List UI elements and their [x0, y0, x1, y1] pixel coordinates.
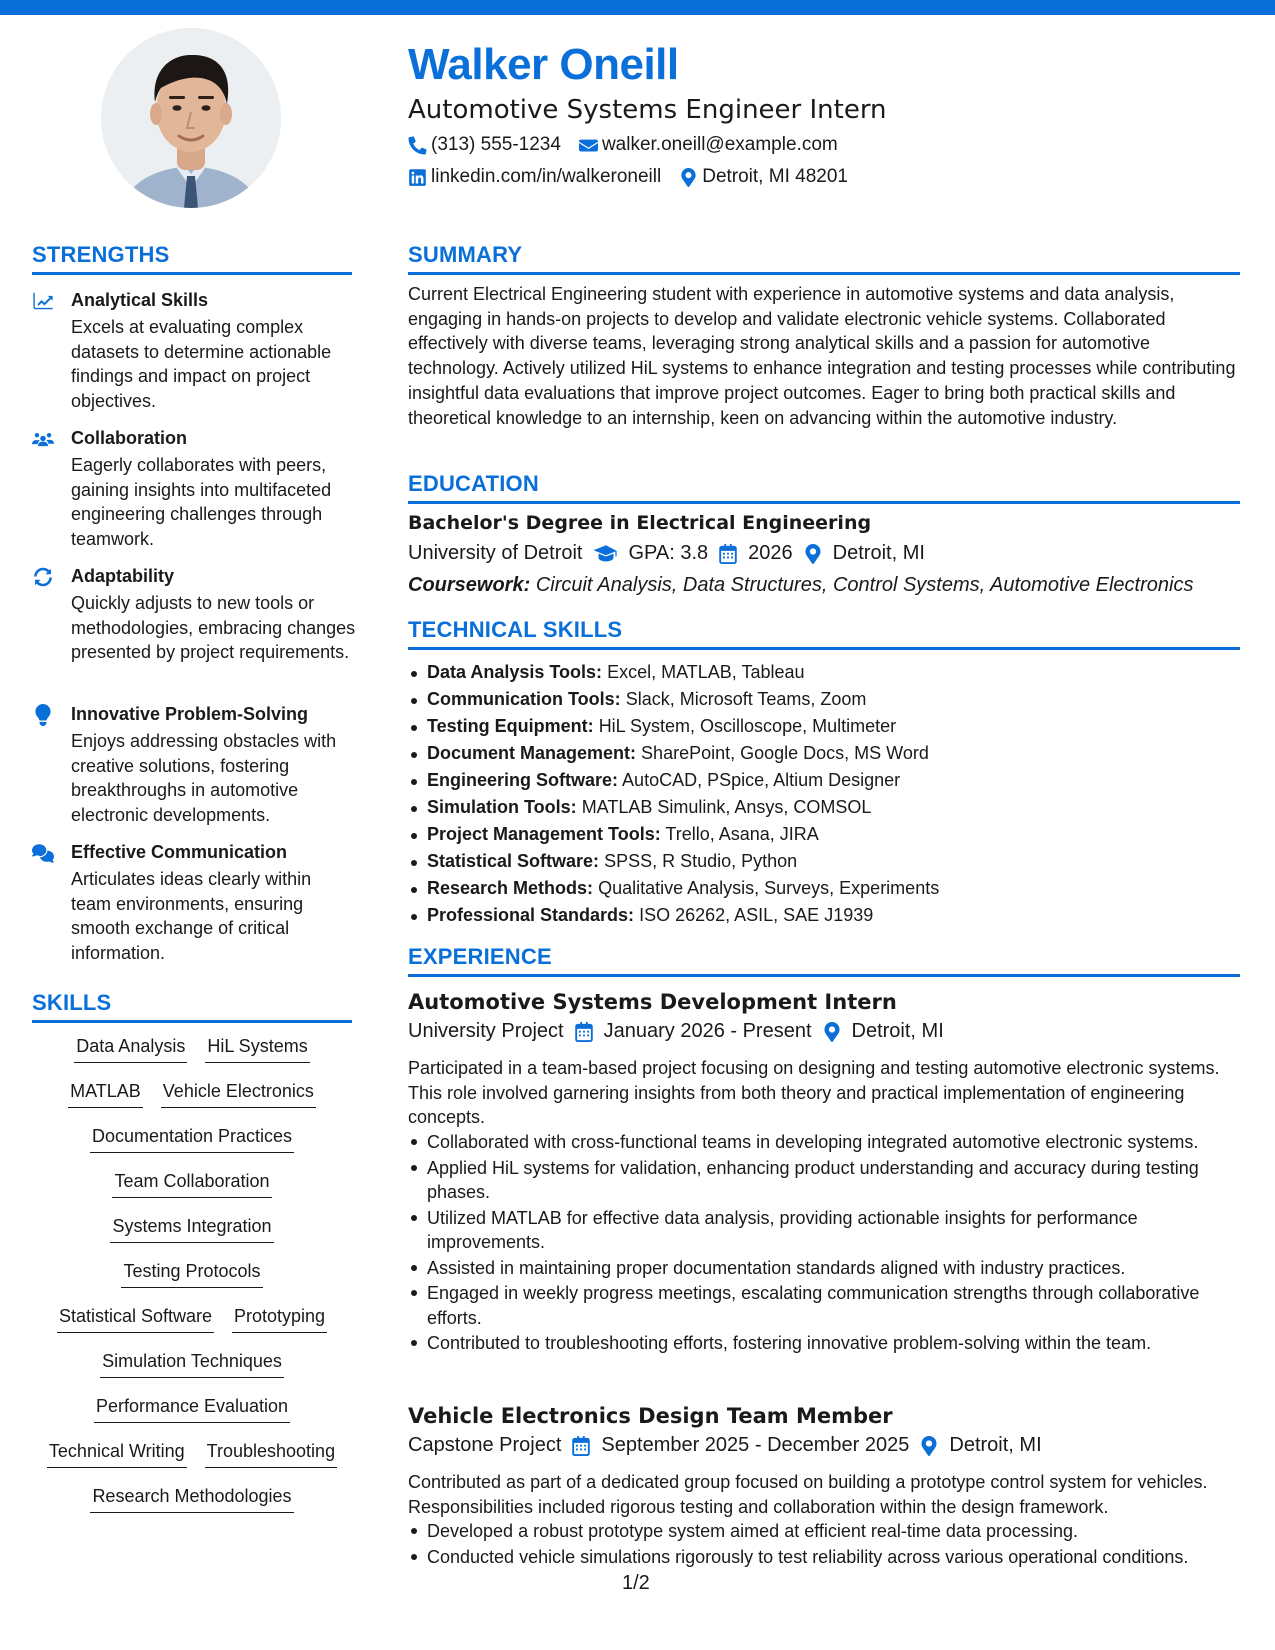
- summary-heading: SUMMARY: [408, 242, 1240, 275]
- calendar-icon: [571, 1436, 591, 1456]
- skill-row: [32, 1171, 352, 1216]
- summary-text: Current Electrical Engineering student with experience in automotive systems and data analysis, engaging in hands-on projects to develop and validate electronic vehicle systems. Collaborated effectively with diverse teams, leveraging strong analytical skills and a passion for automotive technology. Actively utilized HiL systems to enhance integration and testing processes while contributing insightful data evaluations that improve project outcomes. Eager to bring both practical skills and theoretical knowledge to an internship, keen on advancing within the automotive industry.: [408, 284, 1236, 428]
- phone-icon: [408, 136, 427, 155]
- linkedin-text: linkedin.com/in/walkeroneill: [431, 166, 662, 187]
- education-meta: [408, 542, 925, 565]
- list-item: [408, 851, 1240, 878]
- tech-label: Testing Equipment:: [427, 716, 594, 736]
- tech-value: HiL System, Oscilloscope, Multimeter: [598, 716, 897, 736]
- map-pin-icon: [679, 168, 698, 187]
- tech-label: Communication Tools:: [427, 689, 621, 709]
- skills-list: [32, 1036, 352, 1531]
- candidate-name: Walker Oneill: [408, 40, 679, 89]
- tech-value: Trello, Asana, JIRA: [665, 824, 819, 844]
- list-item: [408, 689, 1240, 716]
- skill-row: [32, 1351, 352, 1396]
- profile-photo: [101, 28, 281, 208]
- linkedin-contact[interactable]: [408, 166, 661, 188]
- list-item: [408, 716, 1240, 743]
- skill-chip: Simulation Techniques: [100, 1351, 284, 1378]
- list-item: [408, 770, 1240, 797]
- job-org: University Project: [408, 1020, 564, 1042]
- coursework-text: Circuit Analysis, Data Structures, Control Systems, Automotive Electronics: [535, 574, 1194, 596]
- list-item: Collaborated with cross-functional teams in developing integrated automotive electronic systems.: [408, 1130, 1240, 1155]
- map-pin-icon: [822, 1022, 842, 1042]
- list-item: Developed a robust prototype system aimed at efficient real-time data processing.: [408, 1519, 1240, 1544]
- skill-row: [32, 1036, 352, 1081]
- job-dates: September 2025 - December 2025: [601, 1434, 910, 1456]
- skills-heading: SKILLS: [32, 990, 352, 1023]
- job-title-1: Automotive Systems Development Intern: [408, 990, 897, 1014]
- list-item: [408, 905, 1240, 932]
- skill-chip: Testing Protocols: [121, 1261, 262, 1288]
- map-pin-icon: [919, 1436, 939, 1456]
- envelope-icon: [579, 136, 598, 155]
- skill-chip: Data Analysis: [74, 1036, 187, 1063]
- strength-title: Effective Communication: [71, 842, 288, 862]
- skill-row: [32, 1081, 352, 1126]
- skill-chip: Systems Integration: [110, 1216, 273, 1243]
- strength-title: Adaptability: [71, 566, 175, 586]
- graduation-year: 2026: [748, 542, 793, 564]
- list-item: [408, 662, 1240, 689]
- strength-desc: Articulates ideas clearly within team environments, ensuring smooth exchange of critical information.: [71, 869, 312, 963]
- lightbulb-icon: [32, 704, 56, 728]
- strength-desc: Enjoys addressing obstacles with creative solutions, fostering breakthroughs in automotive electronic developments.: [71, 731, 337, 825]
- job-bullets-1: [408, 1130, 1240, 1357]
- strength-desc: Quickly adjusts to new tools or methodologies, embracing changes presented by project requirements.: [71, 593, 356, 662]
- job-title-2: Vehicle Electronics Design Team Member: [408, 1404, 893, 1428]
- location-text: Detroit, MI 48201: [702, 166, 848, 187]
- strength-title: Innovative Problem-Solving: [71, 704, 309, 724]
- strength-title: Analytical Skills: [71, 290, 209, 310]
- phone-text: (313) 555-1234: [431, 134, 561, 155]
- school-location: Detroit, MI: [832, 542, 925, 564]
- skill-chip: MATLAB: [68, 1081, 143, 1108]
- tech-value: Qualitative Analysis, Surveys, Experiments: [598, 878, 940, 898]
- list-item: Applied HiL systems for validation, enhancing product understanding and accuracy during testing phases.: [408, 1156, 1240, 1205]
- contact-row-2: [408, 166, 866, 188]
- tech-label: Research Methods:: [427, 878, 594, 898]
- list-item: Engaged in weekly progress meetings, escalating communication strengths through collaborative efforts.: [408, 1281, 1240, 1330]
- location-contact: [679, 166, 848, 188]
- top-accent-bar: [0, 0, 1275, 15]
- skill-row: [32, 1306, 352, 1351]
- list-item: Contributed to troubleshooting efforts, fostering innovative problem-solving within the team.: [408, 1331, 1240, 1356]
- skill-row: [32, 1486, 352, 1531]
- job-meta-2: [408, 1434, 1042, 1457]
- job-meta-1: [408, 1020, 944, 1043]
- strength-title: Collaboration: [71, 428, 187, 448]
- contact-row-1: [408, 134, 856, 156]
- coursework-line: [408, 574, 1193, 597]
- page-number: 1/2: [622, 1572, 650, 1594]
- list-item: [408, 878, 1240, 905]
- tech-value: ISO 26262, ASIL, SAE J1939: [639, 905, 874, 925]
- tech-label: Simulation Tools:: [427, 797, 577, 817]
- job-location: Detroit, MI: [949, 1434, 1042, 1456]
- skill-chip: Technical Writing: [47, 1441, 187, 1468]
- coursework-label: Coursework:: [408, 574, 531, 596]
- list-item: [408, 743, 1240, 770]
- tech-label: Project Management Tools:: [427, 824, 661, 844]
- tech-value: SharePoint, Google Docs, MS Word: [641, 743, 929, 763]
- list-item: Assisted in maintaining proper documentation standards aligned with industry practices.: [408, 1256, 1240, 1281]
- tech-label: Engineering Software:: [427, 770, 619, 790]
- sync-icon: [32, 566, 56, 590]
- skill-chip: Vehicle Electronics: [161, 1081, 316, 1108]
- job-bullets-2: [408, 1519, 1240, 1570]
- linkedin-icon: [408, 168, 427, 187]
- skill-chip: Performance Evaluation: [94, 1396, 290, 1423]
- tech-label: Data Analysis Tools:: [427, 662, 603, 682]
- skill-row: [32, 1216, 352, 1261]
- tech-label: Statistical Software:: [427, 851, 600, 871]
- job-title: Automotive Systems Engineer Intern: [408, 95, 887, 125]
- strength-desc: Excels at evaluating complex datasets to determine actionable findings and impact on project objectives.: [71, 317, 332, 411]
- phone-contact[interactable]: [408, 134, 561, 156]
- tech-value: SPSS, R Studio, Python: [604, 851, 798, 871]
- skill-chip: Prototyping: [232, 1306, 327, 1333]
- calendar-icon: [718, 544, 738, 564]
- tech-value: Excel, MATLAB, Tableau: [607, 662, 805, 682]
- technical-skills-list: [408, 662, 1240, 932]
- education-heading: EDUCATION: [408, 471, 1240, 504]
- tech-value: AutoCAD, PSpice, Altium Designer: [622, 770, 901, 790]
- comments-icon: [32, 842, 56, 866]
- job-location: Detroit, MI: [851, 1020, 944, 1042]
- job-description: Contributed as part of a dedicated group focused on building a prototype control system for vehicles. Responsibilities included rigorous testing and collaboration within the design framework.: [408, 1472, 1208, 1517]
- job-org: Capstone Project: [408, 1434, 562, 1456]
- gpa-text: GPA: 3.8: [628, 542, 709, 564]
- experience-heading: EXPERIENCE: [408, 944, 1240, 977]
- tech-value: Slack, Microsoft Teams, Zoom: [625, 689, 867, 709]
- calendar-icon: [574, 1022, 594, 1042]
- school-name: University of Detroit: [408, 542, 583, 564]
- degree-title: Bachelor's Degree in Electrical Engineering: [408, 512, 872, 534]
- skill-chip: Team Collaboration: [112, 1171, 271, 1198]
- skill-chip: Research Methodologies: [90, 1486, 293, 1513]
- skill-row: [32, 1396, 352, 1441]
- job-description: Participated in a team-based project focusing on designing and testing automotive electronic systems. This role involved garnering insights from both theory and practical implementation of engineering concepts.: [408, 1058, 1220, 1128]
- tech-value: MATLAB Simulink, Ansys, COMSOL: [581, 797, 872, 817]
- list-item: Utilized MATLAB for effective data analysis, providing actionable insights for performance improvements.: [408, 1206, 1240, 1255]
- tech-label: Document Management:: [427, 743, 637, 763]
- skill-row: [32, 1261, 352, 1306]
- map-pin-icon: [803, 544, 823, 564]
- list-item: [408, 824, 1240, 851]
- email-text: walker.oneill@example.com: [601, 134, 838, 155]
- tech-label: Professional Standards:: [427, 905, 635, 925]
- skill-chip: Statistical Software: [57, 1306, 214, 1333]
- list-item: Conducted vehicle simulations rigorously to test reliability across various operational conditions.: [408, 1545, 1240, 1570]
- strengths-heading: STRENGTHS: [32, 242, 352, 275]
- skill-chip: Troubleshooting: [205, 1441, 337, 1468]
- users-icon: [32, 428, 56, 452]
- skill-chip: HiL Systems: [205, 1036, 309, 1063]
- skill-row: [32, 1126, 352, 1171]
- chart-line-icon: [32, 290, 56, 314]
- email-contact[interactable]: [579, 134, 838, 156]
- skill-chip: Documentation Practices: [90, 1126, 294, 1153]
- strength-desc: Eagerly collaborates with peers, gaining insights into multifaceted engineering challenges through teamwork.: [71, 455, 332, 549]
- skill-row: [32, 1441, 352, 1486]
- technical-skills-heading: TECHNICAL SKILLS: [408, 617, 1240, 650]
- list-item: [408, 797, 1240, 824]
- job-dates: January 2026 - Present: [603, 1020, 812, 1042]
- graduation-cap-icon: [593, 544, 619, 564]
